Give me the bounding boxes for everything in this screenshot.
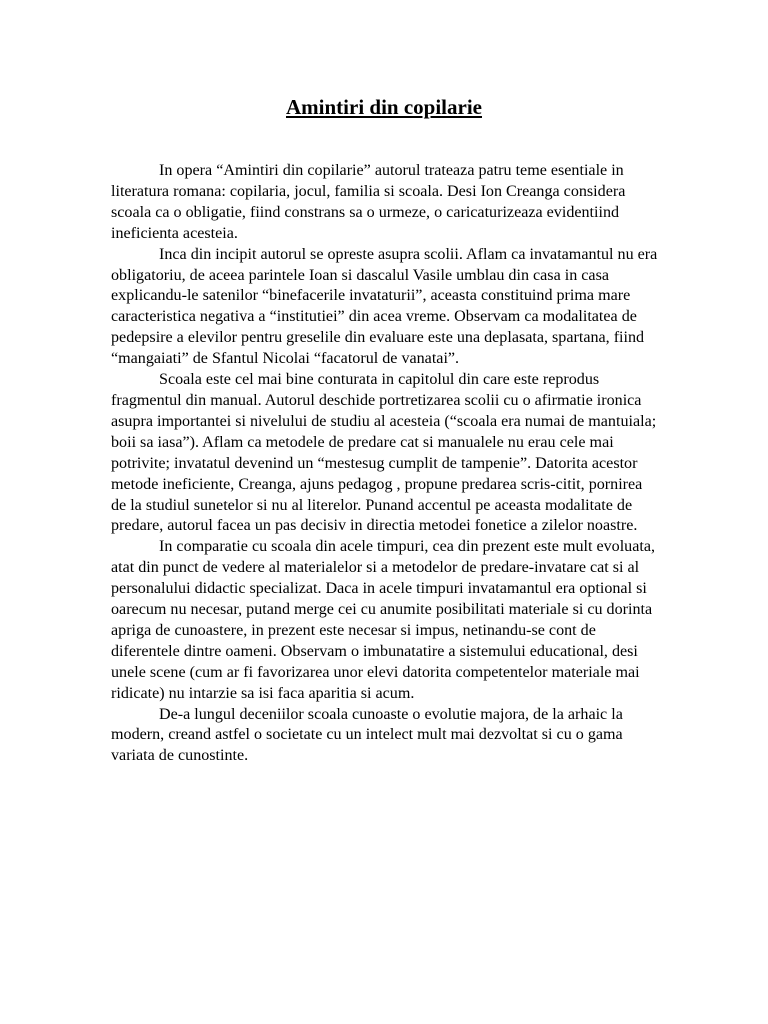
paragraph-5: De-a lungul deceniilor scoala cunoaste o evolutie majora, de la arhaic la modern, creand astfel o societate cu un intelect mult mai dezvoltat si cu o gama variata de cunostinte. (111, 705, 623, 765)
document-body (111, 161, 659, 767)
paragraph-2: Inca din incipit autorul se opreste asupra scolii. Aflam ca invatamantul nu era obligatoriu, de aceea parintele Ioan si dascalul Vasile umblau din casa in casa explicandu-le satenilor “binefacerile invataturii”, aceasta constituind prima mare caracteristica negativa a “institutiei” din acea vreme. Observam ca modalitatea de pedepsire a elevilor pentru greselile din evaluare este una deplasata, spartana, fiind “mangaiati” de Sfantul Nicolai “facatorul de vanatai”. (111, 245, 658, 368)
document-title: Amintiri din copilarie (286, 95, 482, 119)
paragraph-3: Scoala este cel mai bine conturata in capitolul din care este reprodus fragmentul din manual. Autorul deschide portretizarea scolii cu o afirmatie ironica asupra importantei si nivelului de studiu al acesteia (“scoala era numai de mantuiala; boii sa iasa”). Aflam ca metodele de predare cat si manualele nu erau cele mai potrivite; invatatul devenind un “mestesug cumplit de tampenie”. Datorita acestor metode ineficiente, Creanga, ajuns pedagog , propune predarea scris-citit, pornirea de la studiul sunetelor si nu al literelor. Punand accentul pe aceasta modalitate de predare, autorul facea un pas decisiv in directia metodei fonetice a zilelor noastre. (111, 371, 657, 535)
paragraph-1: In opera “Amintiri din copilarie” autorul trateaza patru teme esentiale in literatura romana: copilaria, jocul, familia si scoala. Desi Ion Creanga considera scoala ca o obligatie, fiind constrans sa o urmeze, o caricaturizeaza evidentiind ineficienta acesteia. (111, 162, 626, 242)
paragraph-4: In comparatie cu scoala din acele timpuri, cea din prezent este mult evoluata, atat din punct de vedere al materialelor si a metodelor de predare-invatare cat si al personalului didactic specializat. Daca in acele timpuri invatamantul era optional si oarecum nu necesar, putand merge cei cu anumite posibilitati materiale si cu dorinta apriga de cunoastere, in prezent este necesar si impus, netinandu-se cont de diferentele dintre oameni. Observam o imbunatatire a sistemului educational, desi unele scene (cum ar fi favorizarea unor elevi datorita competentelor materiale mai ridicate) nu intarzie sa isi faca aparitia si acum. (111, 538, 656, 702)
